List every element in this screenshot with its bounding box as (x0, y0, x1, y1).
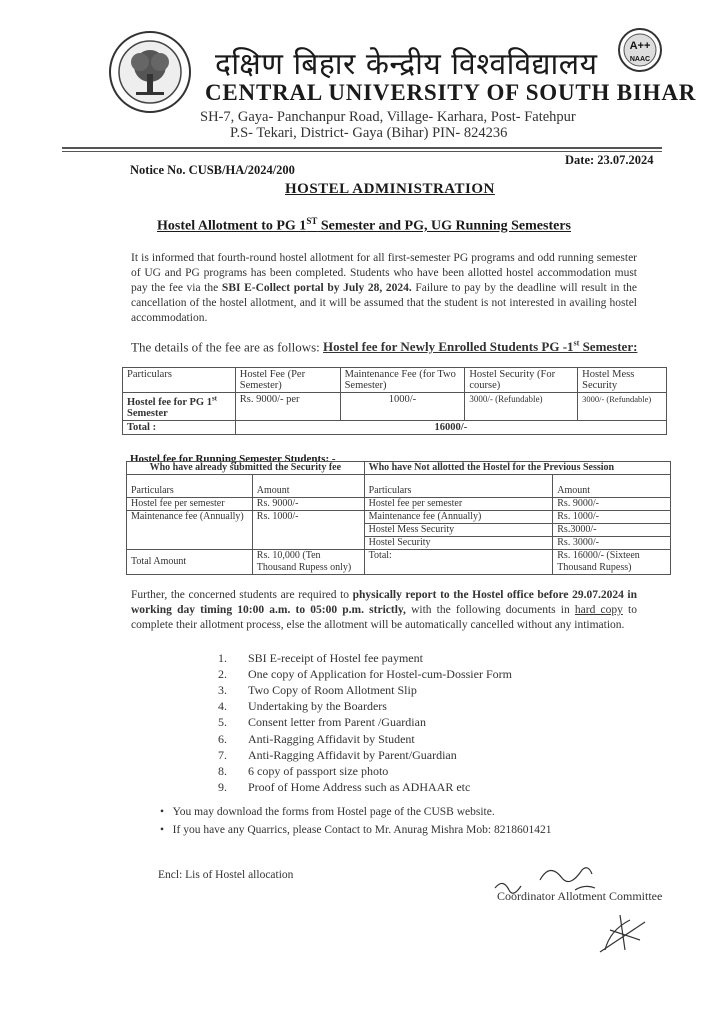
naac-label: NAAC (629, 56, 651, 63)
table-cell: 1000/- (340, 393, 465, 421)
list-item: 7. Anti-Ragging Affidavit by Parent/Guardian (218, 747, 457, 762)
table-header: Hostel Fee (Per Semester) (235, 368, 340, 393)
table-cell: Rs. 16000/- (Sixteen Thousand Rupess) (553, 550, 671, 575)
enclosure-note: Encl: Lis of Hostel allocation (158, 869, 294, 881)
table-cell: Rs.3000/- (553, 524, 671, 537)
table-cell: Rs. 10,000 (Ten Thousand Rupess only) (252, 550, 364, 575)
list-item: 5. Consent letter from Parent /Guardian (218, 715, 426, 730)
table-cell: Rs. 9000/- (252, 498, 364, 511)
documents-list (218, 650, 512, 796)
table-cell: Total: (364, 550, 553, 575)
table-cell: Rs. 3000/- (553, 537, 671, 550)
table-header: Hostel Mess Security (578, 368, 667, 393)
table-cell: Hostel Security (364, 537, 553, 550)
signature (480, 860, 680, 960)
table-cell: Particulars (127, 475, 253, 498)
table-cell: Amount (553, 485, 671, 498)
table-cell: Hostel Mess Security (364, 524, 553, 537)
table-cell: Hostel fee per semester (364, 498, 553, 511)
list-item: 3. Two Copy of Room Allotment Slip (218, 682, 417, 697)
address-line-1: SH-7, Gaya- Panchanpur Road, Village- Karhara, Post- Fatehpur (200, 109, 576, 125)
list-item: 9. Proof of Home Address such as ADHAAR etc (218, 780, 471, 795)
table-header: Hostel Security (For course) (465, 368, 578, 393)
table-cell: Total Amount (127, 550, 253, 575)
list-item: 6. Anti-Ragging Affidavit by Student (218, 731, 415, 746)
header-rule-top (62, 147, 662, 149)
list-item: 4. Undertaking by the Boarders (218, 699, 387, 714)
table-cell (553, 475, 671, 486)
notice-number: Notice No. CUSB/HA/2024/200 (130, 163, 295, 177)
new-students-fee-table (122, 367, 667, 435)
table-cell: Maintenance fee (Annually) (127, 511, 253, 550)
table-cell: Rs. 9000/- (553, 498, 671, 511)
table-cell: 3000/- (Refundable) (465, 393, 578, 421)
reporting-paragraph: Further, the concerned students are required to physically report to the Hostel office before 29.07.2024 in working day timing 10:00 a.m. to 05:00 p.m. strictly, with the following documents in hard copy to complete their allotment process, else the allotment will be automatically cancelled without any intimation. (131, 589, 637, 631)
list-item: 2. One copy of Application for Hostel-cum-Dossier Form (218, 666, 512, 681)
table-cell: Maintenance fee (Annually) (364, 511, 553, 524)
table-cell: Hostel fee for PG 1st Semester (123, 393, 236, 421)
list-item: 1. SBI E-receipt of Hostel fee payment (218, 650, 423, 665)
notice-date: Date: 23.07.2024 (565, 153, 654, 167)
table-total: 16000/- (235, 420, 666, 434)
naac-badge (617, 27, 663, 73)
notice-subject: Hostel Allotment to PG 1ST Semester and PG, UG Running Semesters (157, 216, 572, 234)
department-title: HOSTEL ADMINISTRATION (285, 181, 495, 197)
table-cell: Rs. 9000/- per (235, 393, 340, 421)
table-cell: Hostel fee per semester (127, 498, 253, 511)
table-header: Maintenance Fee (for Two Semester) (340, 368, 465, 393)
list-item: 8. 6 copy of passport size photo (218, 763, 389, 778)
university-logo (108, 30, 192, 114)
bullet-download-forms: • You may download the forms from Hostel page of the CUSB website. (160, 806, 495, 818)
running-semester-heading: Hostel fee for Running Semester Students: - (130, 453, 336, 465)
university-name-hindi: दक्षिण बिहार केन्द्रीय विश्वविद्यालय (215, 47, 598, 82)
header-rule-bottom (62, 151, 662, 152)
bullet-contact: • If you have any Quarrics, please Contact to Mr. Anurag Mishra Mob: 8218601421 (160, 824, 552, 836)
table-cell: Particulars (364, 475, 553, 498)
running-students-fee-table (126, 461, 671, 575)
table-header: Who have already submitted the Security fee (127, 462, 365, 475)
table-cell: Rs. 1000/- (252, 511, 364, 550)
table-header: Particulars (123, 368, 236, 393)
fee-details-heading: The details of the fee are as follows: Hostel fee for Newly Enrolled Students PG -1st Semester: (131, 339, 638, 355)
signatory-title: Coordinator Allotment Committee (497, 889, 663, 903)
address-line-2: P.S- Tekari, District- Gaya (Bihar) PIN- 824236 (230, 125, 508, 141)
naac-grade: A++ (629, 40, 651, 52)
table-cell: Rs. 1000/- (553, 511, 671, 524)
table-header: Who have Not allotted the Hostel for the Previous Session (364, 462, 670, 475)
table-cell: Amount (252, 475, 364, 498)
intro-paragraph: It is informed that fourth-round hostel allotment for all first-semester PG programs and odd running semester of UG and PG programs has been completed. Students who have been allotted hostel accommodation must pay the fee via the SBI E-Collect portal by July 28, 2024. Failure to pay by the deadline will result in the cancellation of the hostel allotment, and it will be assumed that the student is not interested in availing hostel accommodation. (131, 252, 637, 324)
table-cell: 3000/- (Refundable) (578, 393, 667, 421)
university-name-english: CENTRAL UNIVERSITY OF SOUTH BIHAR (205, 80, 697, 105)
table-cell: Total : (123, 420, 236, 434)
